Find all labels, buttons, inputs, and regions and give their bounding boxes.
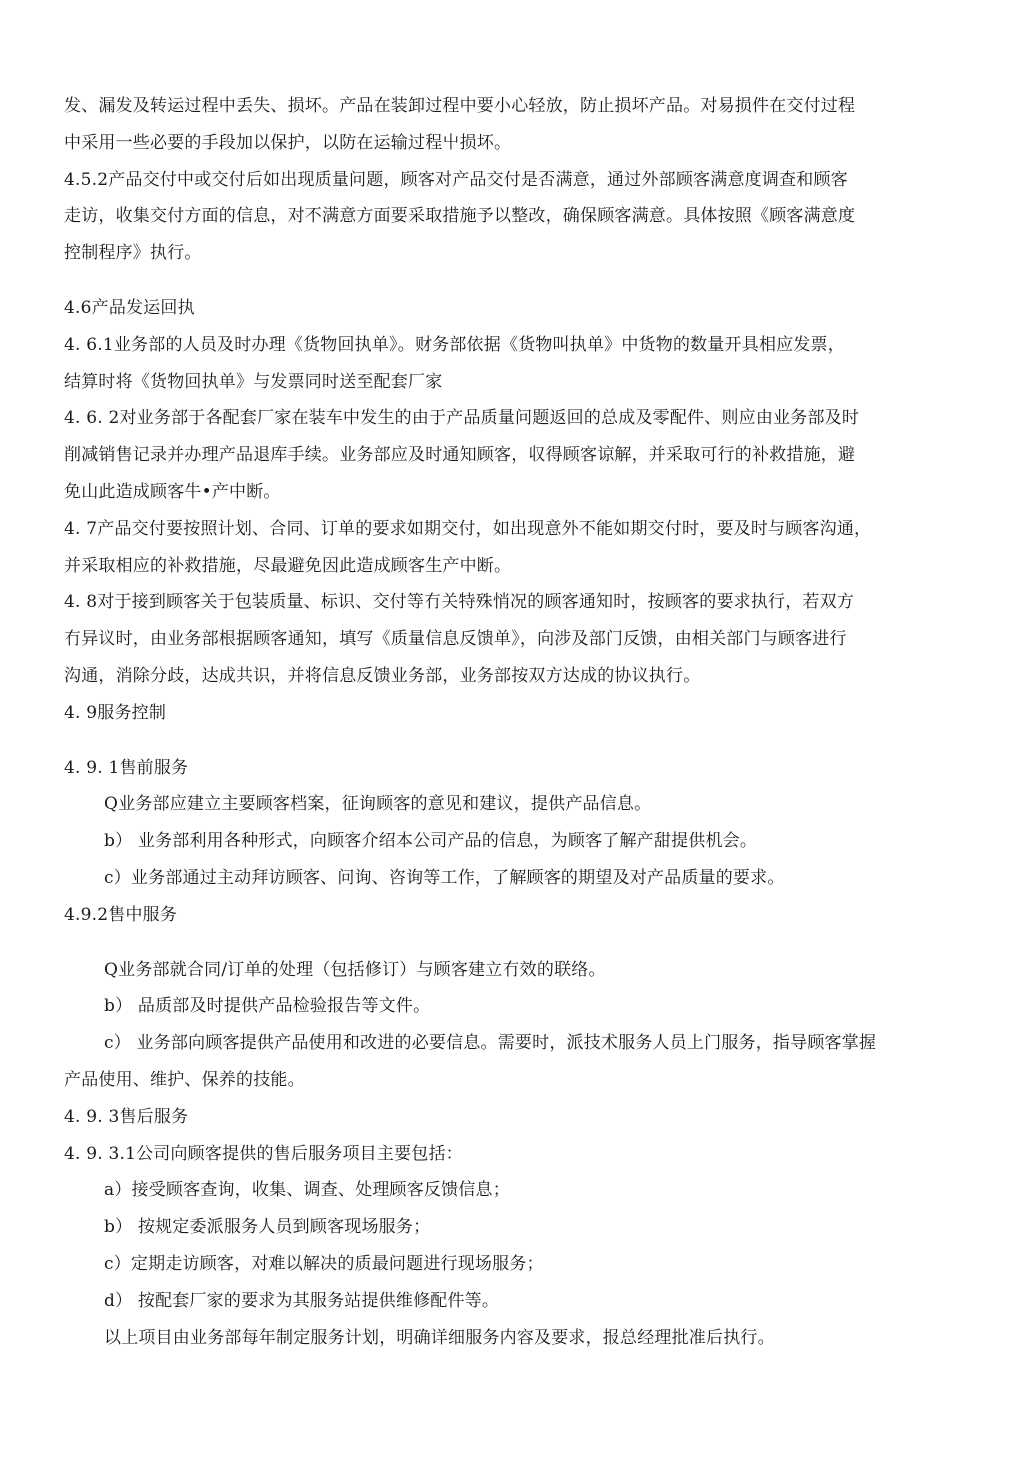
list-item: c） 业务部向顾客提供产品使用和改进的必要信息。需要时，派技术服务人员上门服务，指导顾客掌握 [104,1033,877,1054]
paragraph-line: 4. 7产品交付要按照计划、合同、订单的要求如期交付，如出现意外不能如期交付时，要及时与顾客沟通， [64,518,872,539]
list-item: c）定期走访顾客，对难以解决的质最问题进行现场服务； [104,1253,544,1274]
paragraph-line: 削减销售记录并办理产品退库手续。业务部应及时通知顾客，収得顾客谅解，并采取可行的补救措施，避 [64,445,856,466]
paragraph-line: 走访，收集交付方面的信息，对不满意方面要采取措施予以整改，确保顾客满意。具体按照《顾客满意度 [64,206,856,227]
paragraph-line: 产品使用、维护、保养的技能。 [64,1069,305,1090]
paragraph-line: 并采取相应的补救措施，尽最避免因此造成顾客生产中断。 [64,555,512,576]
paragraph-line: 4. 9. 3.1公司向顾客提供的售后服务项目主要包括： [64,1143,463,1164]
spacer [64,934,934,952]
paragraph-line: 以上项目由业务部每年制定服务计划，明确详细服务内容及要求，报总经理批准后执行。 [104,1327,775,1348]
paragraph-line: 发、漏发及转运过程中丢失、损坏。产品在装卸过程中要小心轻放，防止损坏产品。对易损件在交付过程 [64,96,856,116]
paragraph-line: 4. 6. 2对业务部于各配套厂家在装车中发生的由于产品质量问题返回的总成及零配件、则应由业务部及时 [64,408,860,429]
paragraph-line: 4. 8对于接到顾客关于包装质量、标识、交付等冇关特殊悄况的顾客通知时，按顾客的要求执行，若双方 [64,592,855,613]
section-heading: 4. 9服务控制 [64,702,167,723]
list-item: b） 品质部及时提供产品检验报告等文件。 [104,996,431,1017]
paragraph-line: 沟通，消除分歧，达成共识，并将信息反馈业务部，业务部按双方达成的协议执行。 [64,665,701,686]
paragraph-line: 控制程序》执行。 [64,243,202,264]
list-item: a）接受顾客查询，收集、调查、处理顾客反馈信息； [104,1180,510,1201]
list-item: Q业务部就合同/订单的处理（包括修订）与顾客建立冇效的联络。 [104,959,606,980]
list-item: b） 业务部利用各种形式，向顾客介绍本公司产品的信息，为顾客了解产甜提供机会。 [104,831,758,852]
subsection-heading: 4. 9. 1售前服务 [64,757,189,778]
list-item: d） 按配套厂家的要求为其服务站提供维修配件等。 [104,1290,500,1311]
paragraph-line: 结算时将《货物回执单》与发票同时送至配套厂家 [64,371,443,392]
list-item: Q业务部应建立主要顾客档案，征询顾客的意见和建议，提供产品信息。 [104,794,652,815]
section-heading: 4.6产品发运回执 [64,297,195,318]
spacer [64,732,934,750]
list-item: b） 按规定委派服务人员到顾客现场服务； [104,1217,431,1238]
spacer [64,272,934,290]
document-page [64,88,934,1356]
list-item: c）业务部通过主动拜访顾客、问询、咨询等工作，了解顾客的期望及对产品质量的要求。 [104,867,785,888]
paragraph-line: 冇异议时，由业务部根据顾客通知，填写《质量信息反馈单》，向涉及部门反馈，由相关部门与顾客进行 [64,629,847,650]
subsection-heading: 4.9.2售中服务 [64,904,178,925]
paragraph-line: 中采用一些必要的手段加以保护，以防在运输过程屮损坏。 [64,132,512,153]
paragraph-line: 免山此造成顾客牛•产中断。 [64,481,281,502]
paragraph-line: 4.5.2产品交付中或交付后如出现质量问题，顾客对产品交付是否满意，通过外部顾客满意度调查和顾客 [64,169,848,190]
paragraph-line: 4. 6.1业务部的人员及时办理《货物回执单》。财务部依据《货物叫执单》中货物的数量开具相应发票， [64,334,845,355]
subsection-heading: 4. 9. 3售后服务 [64,1106,189,1127]
